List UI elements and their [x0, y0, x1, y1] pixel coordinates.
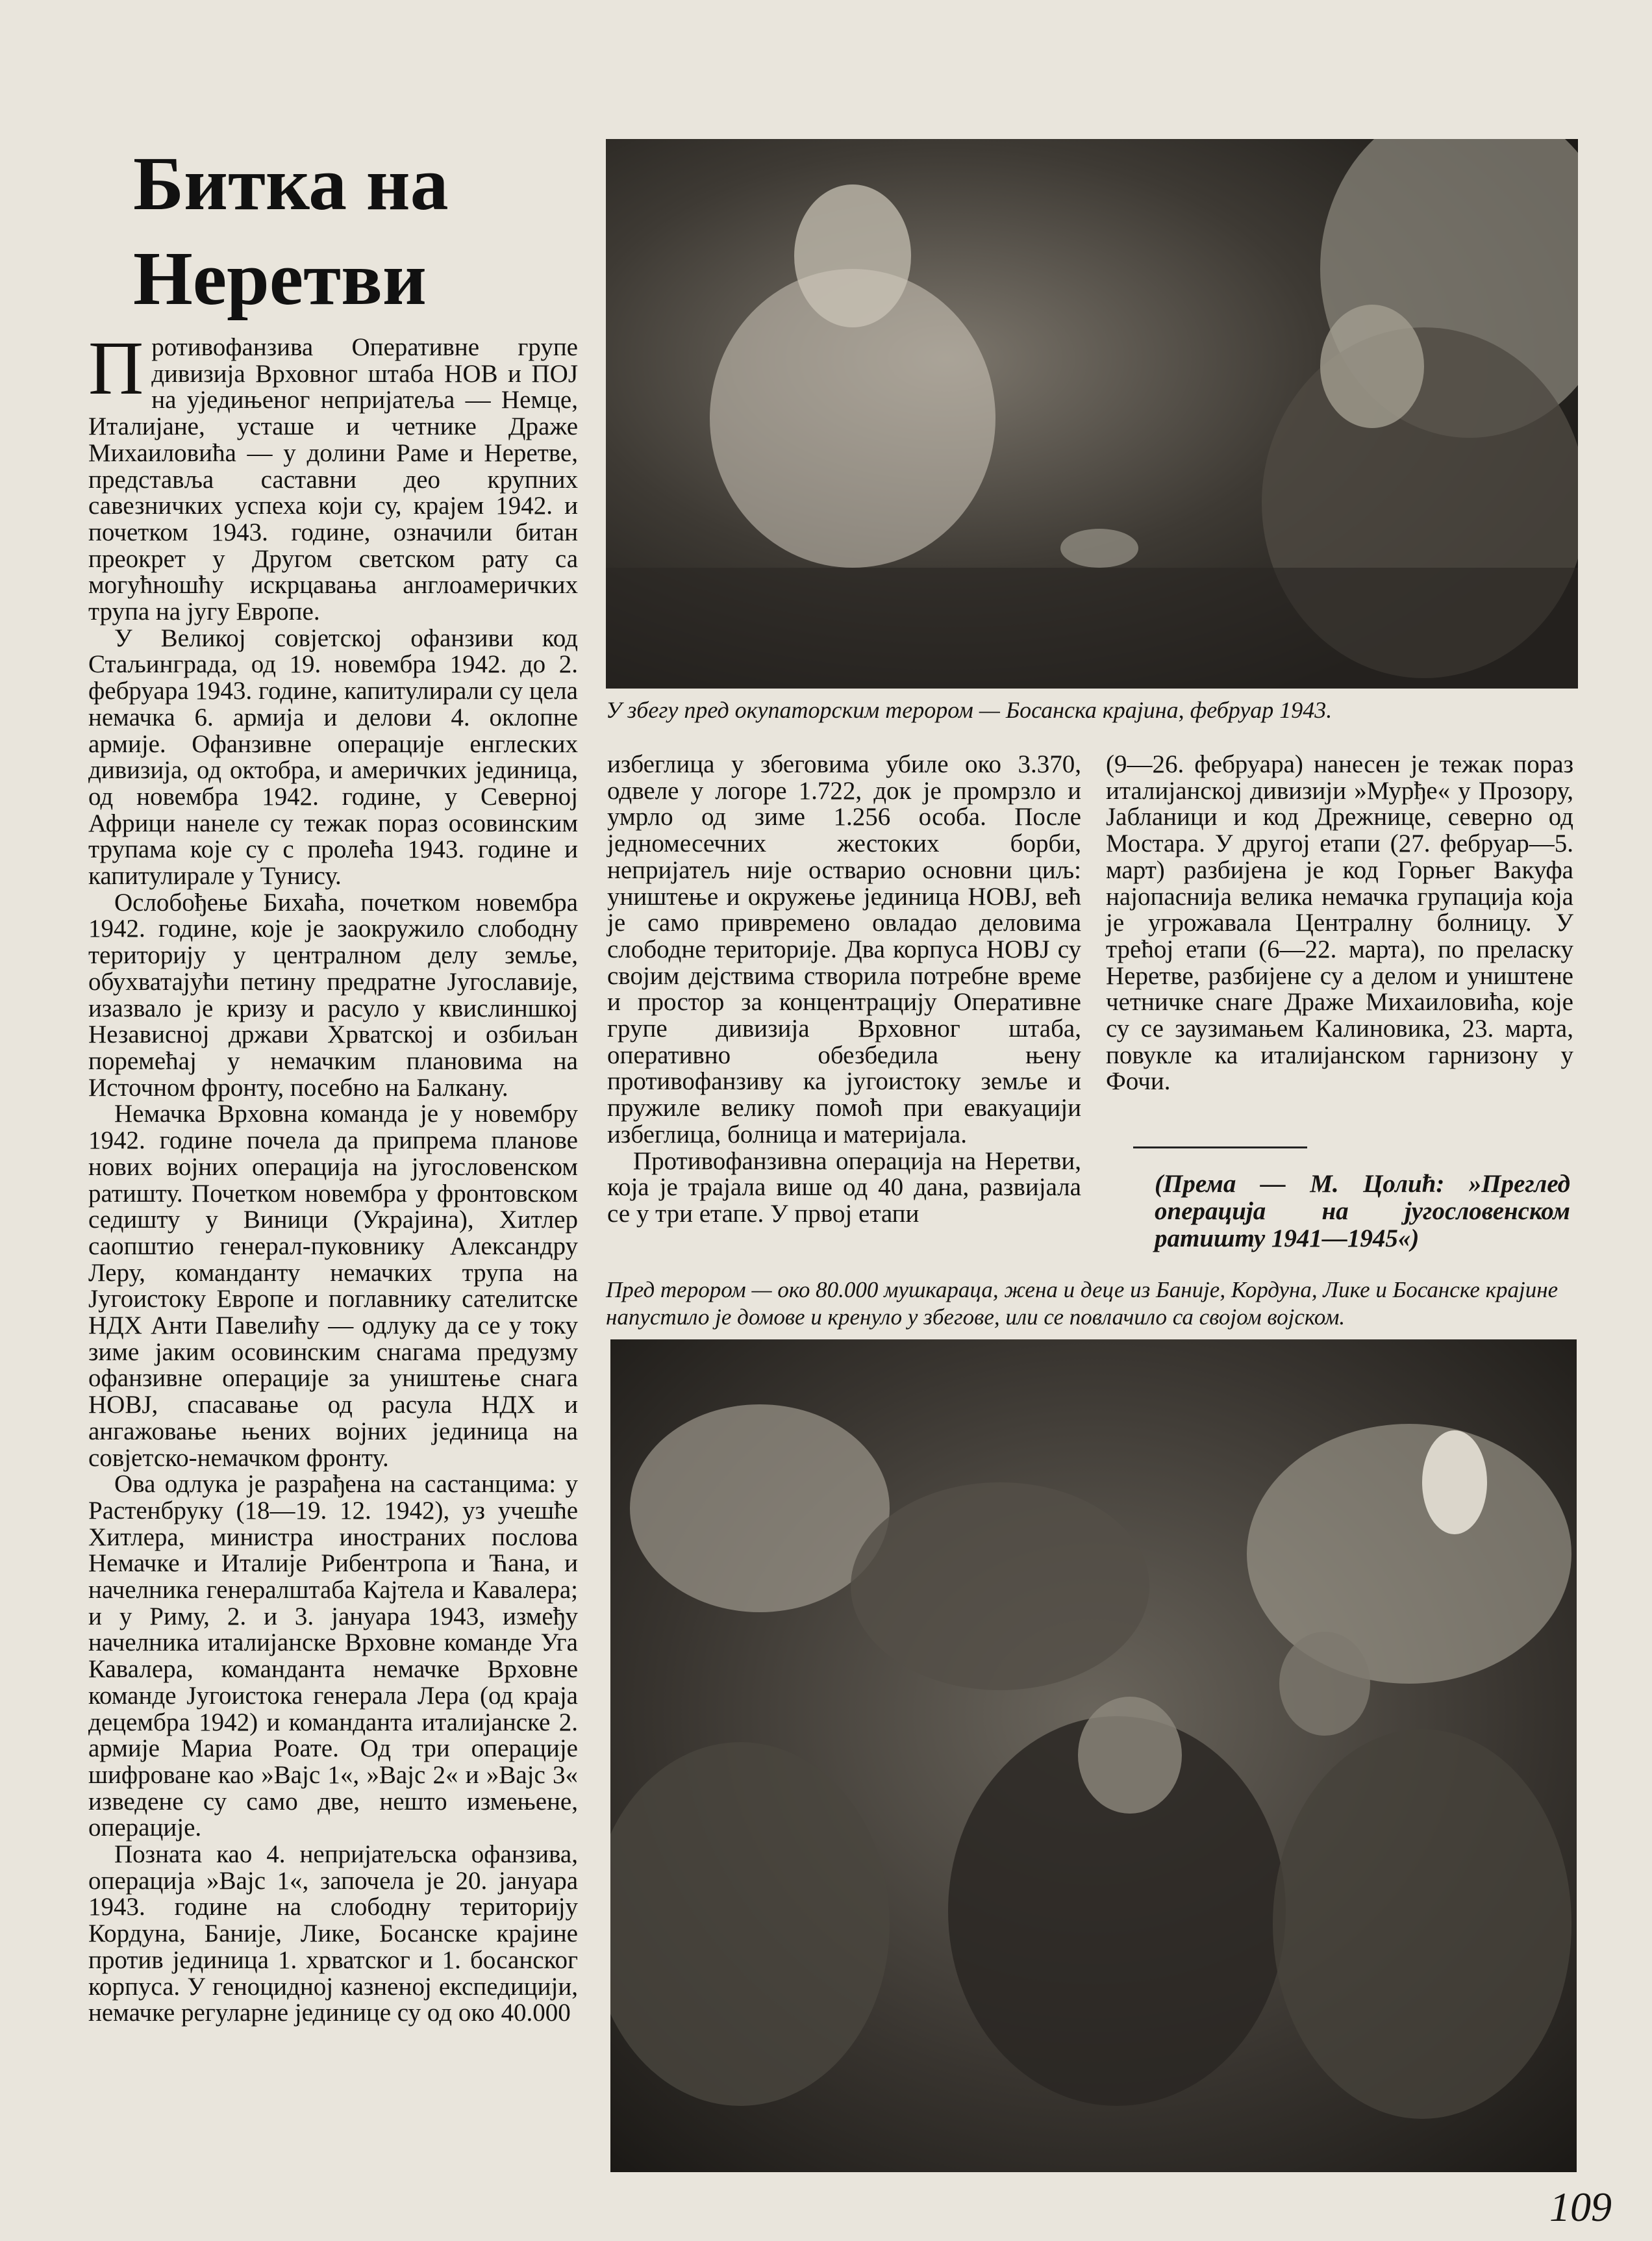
text-column-2	[607, 752, 1081, 1228]
paragraph: избеглица у збеговима убиле око 3.370, одвеле у логоре 1.722, док је промрзло и умрло од зиме 1.256 особа. После једномесечних жестоких борби, непријатељ није остварио основни циљ: уништење и окружење јединица НОВЈ, већ је само привремено овладао деловима слободне територије. Два корпуса НОВЈ су својим дејствима створила потребне време и простор за концентрацију Оперативне групе дивизија Врховног штаба, оперативно обезбедила њену противофанзиву ка југоистоку земље и пружиле велику помоћ при евакуацији избеглица, болница и материјала.	[607, 750, 1081, 1148]
title-line-2: Неретви	[133, 236, 427, 321]
paragraph: У Великој совјетској офанзиви код Стаљинграда, од 19. новембра 1942. до 2. фебруара 1943. године, капитулирали су цела немачка 6. армија и делови 4. оклопне армије. Офанзивне операције енглеских дивизија, од октобра, и америчких јединица, од новембра 1942. године, у Северној Африци нанеле су тежак пораз осовинским трупама које су с пролећа 1943. године и капитулирале у Тунису.	[88, 624, 578, 891]
text-column-3	[1106, 752, 1573, 1095]
source-note: (Према — М. Цолић: »Преглед операција на југословенском ратишту 1941—1945«)	[1155, 1170, 1570, 1252]
article-title	[133, 136, 549, 326]
paragraph: (9—26. фебруара) нанесен је тежак пораз италијанској дивизији »Мурђе« у Прозору, Јабланици и код Дрежнице, северно од Мостара. У другој етапи (27. фебруар—5. март) разбијена је код Горњег Вакуфа најопаснија велика немачка групација која је угрожавала Централну болницу. У трећој етапи (6—22. марта), по преласку Неретве, разбијене су а делом и уништене четничке снаге Драже Михаиловића, које су се заузимањем Калиновика, 23. марта, повукле ка италијанском гарнизону у Фочи.	[1106, 750, 1573, 1096]
photo2-caption: Пред терором — око 80.000 мушкараца, жена и деце из Баније, Кордуна, Лике и Босанске крајине напустило је домове и кренуло у збегове, или се повлачило са својом војском.	[606, 1277, 1558, 1330]
paragraph: Позната као 4. непријатељска офанзива, операција »Вајс 1«, започела је 20. јануара 1943. године на слободну територију Кордуна, Баније, Лике, Босанске крајине против јединица 1. хрватског и 1. босанског корпуса. У геноцидној казненој експедицији, немачке регуларне јединице су од око 40.000	[88, 1840, 578, 2027]
paragraph: Противофанзивна операција на Неретви, која је трајала више од 40 дана, развијала се у три етапе. У првој етапи	[607, 1146, 1081, 1228]
paragraph: Ова одлука је разрађена на састанцима: у Растенбруку (18—19. 12. 1942), уз учешће Хитлера, министра иностраних послова Немачке и Италије Рибентропа и Ћана, и начелника генералштаба Кајтела и Кавалера; и у Риму, 2. и 3. јануара 1943, између начелника италијанске Врховне команде Уга Кавалера, команданта немачке Врховне команде Југоистока генерала Лера (од краја децембра 1942) и команданта италијанске 2. армије Мариа Роате. Од три операције шифроване као »Вајс 1«, »Вајс 2« и »Вајс 3« изведене су само две, нешто измењене, операције.	[88, 1470, 578, 1842]
drop-cap: П	[88, 325, 144, 411]
paragraph: Ослобођење Бихаћа, почетком новембра 1942. године, које је заокружило слободну територију у централном делу земље, обухватајући петину предратне Југославије, изазвало је кризу и расуло у квислиншкој Независној држави Хрватској и озбиљан поремећај у немачким плановима на Источном фронту, посебно на Балкану.	[88, 888, 578, 1102]
paragraph: Немачка Врховна команда је у новембру 1942. године почела да припрема планове нових војних операција на југословенском ратишту. Почетком новембра у фронтовском седишту у Виници (Украјина), Хитлер саопштио генерал-пуковнику Александру Леру, команданту немачких трупа на Југоистоку Европе и поглавнику сателитске НДХ Анти Павелићу — одлуку да се у току зиме јаким осовинским снагама предузму офанзивне операције за уништење снага НОВЈ, спасавање од расула НДХ и ангажовање њених војних јединица на совјетско-немачком фронту.	[88, 1100, 578, 1472]
page-number: 109	[1549, 2184, 1612, 2230]
refugee-column-photo	[610, 1339, 1577, 2172]
refugees-mother-children-photo	[606, 139, 1578, 689]
title-line-1: Битка на	[133, 141, 449, 226]
paragraph: Противофанзива Оперативне групе дивизија Врховног штаба НОВ и ПОЈ на уједињеног непријатеља — Немце, Италијане, усташе и четнике Драже Михаиловића — у долини Раме и Неретве, представља саставни део крупних савезничких успеха који су, крајем 1942. и почетком 1943. године, означили битан преокрет у Другом светском рату са могућношћу искрцавања англоамеричких трупа на југу Европе.	[88, 325, 578, 626]
photo1-caption: У збегу пред окупаторским терором — Босанска крајина, фебруар 1943.	[606, 697, 1333, 723]
source-separator-rule	[1133, 1146, 1307, 1148]
text-column-1	[88, 325, 578, 2027]
